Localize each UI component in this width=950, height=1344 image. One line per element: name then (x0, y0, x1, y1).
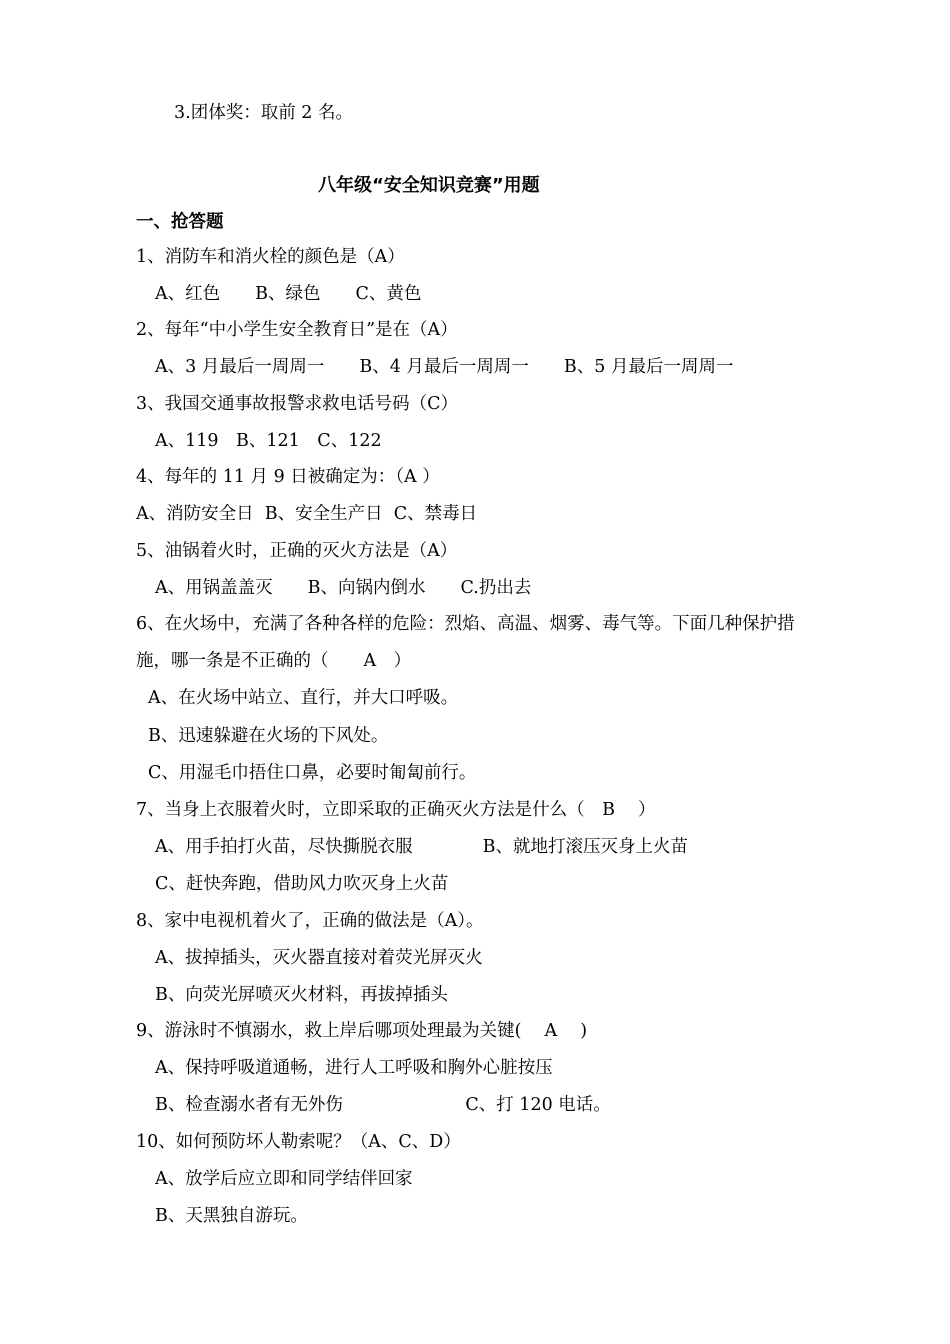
question-8: 8、家中电视机着火了，正确的做法是（A）。 (136, 911, 484, 931)
question-7-option-c: C、赶快奔跑，借助风力吹灭身上火苗 (155, 874, 449, 894)
question-6-option-a: A、在火场中站立、直行，并大口呼吸。 (148, 688, 459, 708)
question-5-options: A、用锅盖盖灭 B、向锅内倒水 C.扔出去 (155, 578, 532, 598)
question-1-options: A、红色 B、绿色 C、黄色 (155, 284, 422, 304)
question-9: 9、游泳时不慎溺水，救上岸后哪项处理最为关键( A ) (136, 1021, 588, 1041)
question-9-option-a: A、保持呼吸道通畅，进行人工呼吸和胸外心脏按压 (155, 1058, 553, 1078)
question-2-options: A、3 月最后一周周一 B、4 月最后一周周一 B、5 月最后一周周一 (155, 357, 734, 377)
question-9-options-bc: B、检查溺水者有无外伤 C、打 120 电话。 (155, 1095, 611, 1115)
question-7: 7、当身上衣服着火时，立即采取的正确灭火方法是什么（ B ） (136, 800, 656, 820)
question-1: 1、消防车和消火栓的颜色是（A） (136, 247, 405, 267)
question-8-option-b: B、向荧光屏喷灭火材料，再拔掉插头 (155, 985, 448, 1005)
question-4: 4、每年的 11 月 9 日被确定为：（A ） (136, 467, 440, 487)
question-6-option-c: C、用湿毛巾捂住口鼻，必要时匍匐前行。 (148, 763, 477, 783)
question-3-options: A、119 B、121 C、122 (155, 431, 382, 451)
document-title: 八年级“安全知识竞赛”用题 (318, 175, 540, 196)
question-10-option-b: B、天黑独自游玩。 (155, 1206, 308, 1226)
question-4-options: A、消防安全日 B、安全生产日 C、禁毒日 (136, 504, 478, 524)
question-6-option-b: B、迅速躲避在火场的下风处。 (148, 726, 389, 746)
question-10: 10、如何预防坏人勒索呢？（A、C、D） (136, 1132, 461, 1152)
question-6-continued: 施，哪一条是不正确的（ A ） (136, 651, 412, 671)
question-6: 6、在火场中，充满了各种各样的危险：烈焰、高温、烟雾、毒气等。下面几种保护措 (136, 614, 795, 634)
question-2: 2、每年“中小学生安全教育日”是在（A） (136, 320, 458, 340)
question-7-options-ab: A、用手拍打火苗，尽快撕脱衣服 B、就地打滚压灭身上火苗 (155, 837, 688, 857)
question-3: 3、我国交通事故报警求救电话号码（C） (136, 394, 459, 414)
question-10-option-a: A、放学后应立即和同学结伴回家 (155, 1169, 413, 1189)
question-8-option-a: A、拔掉插头，灭火器直接对着荧光屏灭火 (155, 948, 483, 968)
intro-line: 3.团体奖：取前 2 名。 (174, 103, 353, 123)
section-heading: 一、抢答题 (136, 212, 224, 232)
question-5: 5、油锅着火时，正确的灭火方法是（A） (136, 541, 458, 561)
